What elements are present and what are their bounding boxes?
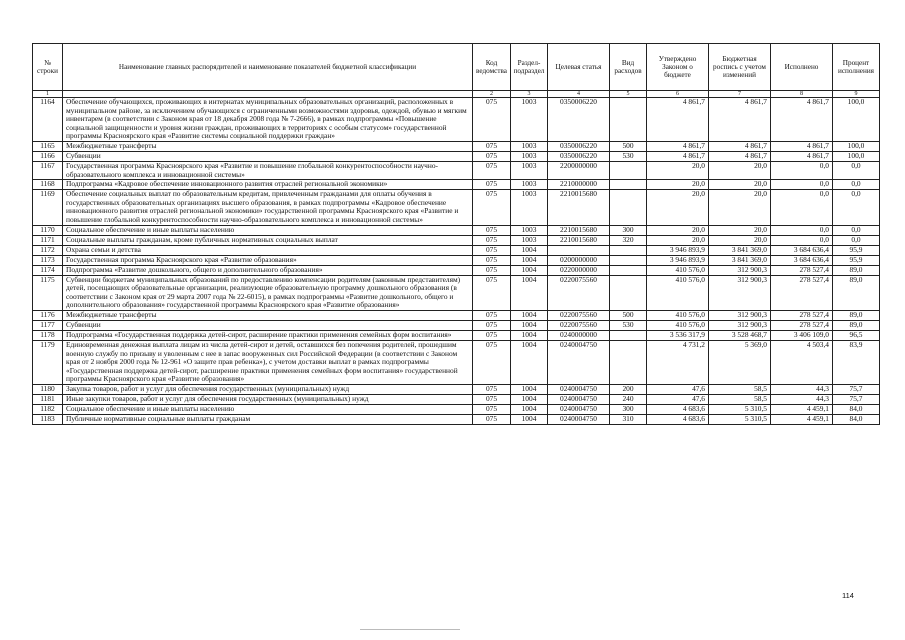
column-number: 5 xyxy=(610,91,647,98)
row-name: Субвенции xyxy=(63,151,473,161)
header-department-code: Код ведомства xyxy=(473,44,511,91)
column-number: 6 xyxy=(647,91,709,98)
row-number: 1181 xyxy=(33,394,63,404)
row-department-code: 075 xyxy=(473,404,511,414)
column-number: 1 xyxy=(33,91,63,98)
row-expense-kind: 530 xyxy=(610,151,647,161)
row-name: Охрана семьи и детства xyxy=(63,245,473,255)
row-department-code: 075 xyxy=(473,340,511,384)
row-executed: 278 527,4 xyxy=(771,265,833,275)
row-section: 1004 xyxy=(511,414,548,424)
row-number: 1168 xyxy=(33,180,63,190)
row-expense-kind xyxy=(610,190,647,225)
row-target-article: 2210000000 xyxy=(548,180,610,190)
row-number: 1171 xyxy=(33,235,63,245)
row-percent: 95,9 xyxy=(833,255,880,265)
row-department-code: 075 xyxy=(473,330,511,340)
row-approved: 47,6 xyxy=(647,394,709,404)
row-name: Закупка товаров, работ и услуг для обеспечения государственных (муниципальных) нужд xyxy=(63,384,473,394)
row-name: Социальное обеспечение и иные выплаты населению xyxy=(63,225,473,235)
row-name: Обеспечение обучающихся, проживающих в интернатах муниципальных образовательных организаций, расположенных в муниципальном районе, за исключением обучающихся с ограниченными возможностями здоровья, одеждой, обувью и мягким инвентарем (в соответствии с Законом края от 18 декабря 2008 года № 7-2666), в рамках подпрограммы «Повышение социальной защищенности и уровня жизни граждан, проживающих в территориях с особым статусом» государственной программы Красноярского края «Развитие системы социальной поддержки граждан» xyxy=(63,98,473,142)
row-expense-kind: 300 xyxy=(610,225,647,235)
row-approved: 47,6 xyxy=(647,384,709,394)
row-approved: 4 683,6 xyxy=(647,404,709,414)
row-name: Обеспечение социальных выплат по образовательным кредитам, привлеченным гражданами для оплаты обучения в государственных образовательных организациях высшего образования, в рамках подпрограммы «Кадровое обеспечение инновационного развития отраслей региональной экономики» государственной программы Красноярского края «Развитие и повышение глобальной конкурентоспособности научно-образовательного комплекса и инновационной системы» xyxy=(63,190,473,225)
row-department-code: 075 xyxy=(473,161,511,179)
row-section: 1003 xyxy=(511,180,548,190)
row-section: 1003 xyxy=(511,235,548,245)
table-row xyxy=(33,320,880,330)
budget-execution-table xyxy=(32,43,880,425)
row-approved: 4 861,7 xyxy=(647,98,709,142)
row-section: 1004 xyxy=(511,265,548,275)
row-planned: 3 841 369,0 xyxy=(709,245,771,255)
row-target-article: 0240000000 xyxy=(548,330,610,340)
table-row xyxy=(33,275,880,310)
row-target-article: 2200000000 xyxy=(548,161,610,179)
row-target-article: 0350006220 xyxy=(548,151,610,161)
row-approved: 20,0 xyxy=(647,180,709,190)
row-planned: 20,0 xyxy=(709,235,771,245)
header-section: Раздел- подраздел xyxy=(511,44,548,91)
row-percent: 75,7 xyxy=(833,394,880,404)
column-number: 8 xyxy=(771,91,833,98)
row-approved: 410 576,0 xyxy=(647,265,709,275)
row-expense-kind: 530 xyxy=(610,320,647,330)
budget-table-sheet xyxy=(32,43,879,425)
table-row xyxy=(33,394,880,404)
row-number: 1178 xyxy=(33,330,63,340)
row-department-code: 075 xyxy=(473,320,511,330)
table-row xyxy=(33,255,880,265)
column-number xyxy=(63,91,473,98)
row-percent: 0,0 xyxy=(833,190,880,225)
row-name: Подпрограмма «Государственная поддержка детей-сирот, расширение практики применения семейных форм воспитания» xyxy=(63,330,473,340)
row-target-article: 0240004750 xyxy=(548,404,610,414)
column-number: 3 xyxy=(511,91,548,98)
row-expense-kind xyxy=(610,275,647,310)
row-target-article: 0220075560 xyxy=(548,310,610,320)
row-expense-kind: 310 xyxy=(610,414,647,424)
row-planned: 4 861,7 xyxy=(709,98,771,142)
row-target-article: 2210015680 xyxy=(548,225,610,235)
row-section: 1004 xyxy=(511,340,548,384)
row-target-article: 0240004750 xyxy=(548,384,610,394)
row-approved: 4 861,7 xyxy=(647,151,709,161)
row-number: 1182 xyxy=(33,404,63,414)
row-target-article: 0240004750 xyxy=(548,340,610,384)
table-row xyxy=(33,245,880,255)
row-percent: 89,0 xyxy=(833,320,880,330)
row-planned: 3 841 369,0 xyxy=(709,255,771,265)
row-number: 1166 xyxy=(33,151,63,161)
row-target-article: 0220000000 xyxy=(548,265,610,275)
row-executed: 3 406 109,0 xyxy=(771,330,833,340)
column-number: 2 xyxy=(473,91,511,98)
table-row xyxy=(33,98,880,142)
row-target-article: 2210015680 xyxy=(548,190,610,225)
row-planned: 20,0 xyxy=(709,180,771,190)
table-row xyxy=(33,161,880,179)
row-section: 1004 xyxy=(511,320,548,330)
table-row xyxy=(33,225,880,235)
row-section: 1004 xyxy=(511,310,548,320)
row-number: 1174 xyxy=(33,265,63,275)
row-name: Социальные выплаты гражданам, кроме публичных нормативных социальных выплат xyxy=(63,235,473,245)
table-row xyxy=(33,265,880,275)
row-name: Социальное обеспечение и иные выплаты населению xyxy=(63,404,473,414)
row-name: Публичные нормативные социальные выплаты гражданам xyxy=(63,414,473,424)
row-approved: 4 731,2 xyxy=(647,340,709,384)
row-target-article xyxy=(548,245,610,255)
row-executed: 44,3 xyxy=(771,394,833,404)
header-executed: Исполнено xyxy=(771,44,833,91)
row-executed: 4 861,7 xyxy=(771,141,833,151)
row-target-article: 0200000000 xyxy=(548,255,610,265)
table-body xyxy=(33,98,880,425)
table-header-row xyxy=(33,44,880,91)
row-number: 1175 xyxy=(33,275,63,310)
row-percent: 96,5 xyxy=(833,330,880,340)
row-target-article: 0240004750 xyxy=(548,414,610,424)
row-number: 1169 xyxy=(33,190,63,225)
row-executed: 0,0 xyxy=(771,225,833,235)
row-expense-kind: 500 xyxy=(610,310,647,320)
row-section: 1004 xyxy=(511,394,548,404)
row-percent: 100,0 xyxy=(833,141,880,151)
row-expense-kind: 200 xyxy=(610,384,647,394)
row-expense-kind: 300 xyxy=(610,404,647,414)
scan-artifact-line xyxy=(360,629,460,630)
row-percent: 89,0 xyxy=(833,310,880,320)
row-section: 1004 xyxy=(511,245,548,255)
row-approved: 4 861,7 xyxy=(647,141,709,151)
row-planned: 312 900,3 xyxy=(709,310,771,320)
row-approved: 4 683,6 xyxy=(647,414,709,424)
row-target-article: 2210015680 xyxy=(548,235,610,245)
row-percent: 100,0 xyxy=(833,151,880,161)
row-approved: 3 536 317,9 xyxy=(647,330,709,340)
row-number: 1167 xyxy=(33,161,63,179)
row-section: 1003 xyxy=(511,190,548,225)
row-name: Межбюджетные трансферты xyxy=(63,141,473,151)
row-approved: 3 946 893,9 xyxy=(647,255,709,265)
row-executed: 4 861,7 xyxy=(771,151,833,161)
row-executed: 44,3 xyxy=(771,384,833,394)
row-name: Субвенции бюджетам муниципальных образований по предоставлению компенсации родителям (законным представителям) детей, посещающих образовательные организации, реализующие образовательную программу дошкольного образования (в соответствии с Законом края от 29 марта 2007 года № 22-6015), в рамках подпрограммы «Развитие дошкольного, общего и дополнительного образования» государственной программы Красноярского края «Развитие образования» xyxy=(63,275,473,310)
row-planned: 5 310,5 xyxy=(709,404,771,414)
row-approved: 20,0 xyxy=(647,190,709,225)
row-expense-kind xyxy=(610,245,647,255)
row-percent: 83,9 xyxy=(833,340,880,384)
row-approved: 20,0 xyxy=(647,161,709,179)
row-percent: 0,0 xyxy=(833,161,880,179)
row-planned: 312 900,3 xyxy=(709,275,771,310)
row-executed: 0,0 xyxy=(771,190,833,225)
row-target-article: 0220075560 xyxy=(548,275,610,310)
header-name: Наименование главных распорядителей и наименование показателей бюджетной классификации xyxy=(63,44,473,91)
row-planned: 4 861,7 xyxy=(709,141,771,151)
row-executed: 0,0 xyxy=(771,161,833,179)
row-approved: 410 576,0 xyxy=(647,275,709,310)
row-number: 1179 xyxy=(33,340,63,384)
row-number: 1177 xyxy=(33,320,63,330)
row-number: 1183 xyxy=(33,414,63,424)
row-executed: 4 459,1 xyxy=(771,404,833,414)
row-planned: 312 900,3 xyxy=(709,320,771,330)
row-executed: 0,0 xyxy=(771,235,833,245)
row-name: Иные закупки товаров, работ и услуг для обеспечения государственных (муниципальных) нужд xyxy=(63,394,473,404)
row-approved: 410 576,0 xyxy=(647,320,709,330)
row-section: 1003 xyxy=(511,161,548,179)
header-target-article: Целевая статья xyxy=(548,44,610,91)
column-number: 9 xyxy=(833,91,880,98)
row-department-code: 075 xyxy=(473,255,511,265)
row-department-code: 075 xyxy=(473,245,511,255)
table-row xyxy=(33,404,880,414)
row-number: 1164 xyxy=(33,98,63,142)
row-section: 1004 xyxy=(511,255,548,265)
row-planned: 58,5 xyxy=(709,384,771,394)
table-row xyxy=(33,330,880,340)
row-executed: 3 684 636,4 xyxy=(771,245,833,255)
column-number-row xyxy=(33,91,880,98)
row-percent: 0,0 xyxy=(833,235,880,245)
row-name: Государственная программа Красноярского края «Развитие и повышение глобальной конкурентоспособности научно-образовательного комплекса и инновационной системы» xyxy=(63,161,473,179)
row-executed: 278 527,4 xyxy=(771,275,833,310)
row-name: Субвенции xyxy=(63,320,473,330)
row-section: 1004 xyxy=(511,404,548,414)
row-approved: 410 576,0 xyxy=(647,310,709,320)
row-number: 1173 xyxy=(33,255,63,265)
header-row-number: № строки xyxy=(33,44,63,91)
row-executed: 278 527,4 xyxy=(771,320,833,330)
table-row xyxy=(33,384,880,394)
row-department-code: 075 xyxy=(473,265,511,275)
row-expense-kind xyxy=(610,330,647,340)
row-expense-kind xyxy=(610,255,647,265)
row-planned: 20,0 xyxy=(709,190,771,225)
row-department-code: 075 xyxy=(473,384,511,394)
row-percent: 0,0 xyxy=(833,180,880,190)
row-department-code: 075 xyxy=(473,310,511,320)
row-name: Государственная программа Красноярского края «Развитие образования» xyxy=(63,255,473,265)
row-planned: 312 900,3 xyxy=(709,265,771,275)
row-department-code: 075 xyxy=(473,151,511,161)
row-department-code: 075 xyxy=(473,180,511,190)
row-planned: 58,5 xyxy=(709,394,771,404)
row-number: 1165 xyxy=(33,141,63,151)
row-section: 1004 xyxy=(511,384,548,394)
row-planned: 3 528 468,7 xyxy=(709,330,771,340)
row-executed: 4 503,4 xyxy=(771,340,833,384)
row-expense-kind xyxy=(610,161,647,179)
row-percent: 84,0 xyxy=(833,414,880,424)
header-planned: Бюджетная роспись с учетом изменений xyxy=(709,44,771,91)
row-department-code: 075 xyxy=(473,190,511,225)
table-row xyxy=(33,340,880,384)
row-planned: 20,0 xyxy=(709,161,771,179)
row-executed: 0,0 xyxy=(771,180,833,190)
row-approved: 20,0 xyxy=(647,235,709,245)
row-department-code: 075 xyxy=(473,225,511,235)
row-target-article: 0220075560 xyxy=(548,320,610,330)
row-section: 1003 xyxy=(511,141,548,151)
row-percent: 84,0 xyxy=(833,404,880,414)
table-row xyxy=(33,151,880,161)
header-expense-kind: Вид расходов xyxy=(610,44,647,91)
row-expense-kind: 240 xyxy=(610,394,647,404)
row-section: 1004 xyxy=(511,275,548,310)
row-target-article: 0350006220 xyxy=(548,98,610,142)
row-name: Единовременная денежная выплата лицам из числа детей-сирот и детей, оставшихся без попечения родителей, прошедшим военную службу по призыву и уволенным с нее в запас вооруженных сил Российской Федерации (в соответствии с Законом края от 2 ноября 2000 года № 12-961 «О защите прав ребенка»), с учетом доставки выплат в рамках подпрограммы «Государственная поддержка детей-сирот, расширение практики применения семейных форм воспитания» государственной программы Красноярского края «Развитие образования» xyxy=(63,340,473,384)
table-row xyxy=(33,414,880,424)
row-planned: 4 861,7 xyxy=(709,151,771,161)
row-planned: 5 369,0 xyxy=(709,340,771,384)
row-planned: 5 310,5 xyxy=(709,414,771,424)
row-name: Подпрограмма «Развитие дошкольного, общего и дополнительного образования» xyxy=(63,265,473,275)
row-department-code: 075 xyxy=(473,98,511,142)
row-percent: 0,0 xyxy=(833,225,880,235)
table-row xyxy=(33,235,880,245)
table-row xyxy=(33,190,880,225)
row-percent: 75,7 xyxy=(833,384,880,394)
row-target-article: 0240004750 xyxy=(548,394,610,404)
row-department-code: 075 xyxy=(473,141,511,151)
row-name: Межбюджетные трансферты xyxy=(63,310,473,320)
row-expense-kind xyxy=(610,98,647,142)
row-number: 1176 xyxy=(33,310,63,320)
table-row xyxy=(33,310,880,320)
row-approved: 3 946 893,9 xyxy=(647,245,709,255)
row-percent: 95,9 xyxy=(833,245,880,255)
row-target-article: 0350006220 xyxy=(548,141,610,151)
page-number: 114 xyxy=(842,591,854,600)
row-department-code: 075 xyxy=(473,414,511,424)
row-number: 1180 xyxy=(33,384,63,394)
header-approved: Утверждено Законом о бюджете xyxy=(647,44,709,91)
row-expense-kind xyxy=(610,265,647,275)
row-executed: 4 459,1 xyxy=(771,414,833,424)
row-expense-kind: 320 xyxy=(610,235,647,245)
row-executed: 278 527,4 xyxy=(771,310,833,320)
row-expense-kind: 500 xyxy=(610,141,647,151)
row-executed: 3 684 636,4 xyxy=(771,255,833,265)
table-row xyxy=(33,180,880,190)
column-number: 7 xyxy=(709,91,771,98)
row-expense-kind xyxy=(610,180,647,190)
row-percent: 100,0 xyxy=(833,98,880,142)
row-planned: 20,0 xyxy=(709,225,771,235)
table-row xyxy=(33,141,880,151)
row-section: 1003 xyxy=(511,98,548,142)
row-department-code: 075 xyxy=(473,394,511,404)
row-section: 1004 xyxy=(511,330,548,340)
row-department-code: 075 xyxy=(473,275,511,310)
row-department-code: 075 xyxy=(473,235,511,245)
row-executed: 4 861,7 xyxy=(771,98,833,142)
row-section: 1003 xyxy=(511,225,548,235)
row-number: 1172 xyxy=(33,245,63,255)
row-name: Подпрограмма «Кадровое обеспечение инновационного развития отраслей региональной экономики» xyxy=(63,180,473,190)
header-percent: Процент исполнения xyxy=(833,44,880,91)
row-section: 1003 xyxy=(511,151,548,161)
row-percent: 89,0 xyxy=(833,275,880,310)
row-number: 1170 xyxy=(33,225,63,235)
row-percent: 89,0 xyxy=(833,265,880,275)
row-approved: 20,0 xyxy=(647,225,709,235)
column-number: 4 xyxy=(548,91,610,98)
row-expense-kind xyxy=(610,340,647,384)
